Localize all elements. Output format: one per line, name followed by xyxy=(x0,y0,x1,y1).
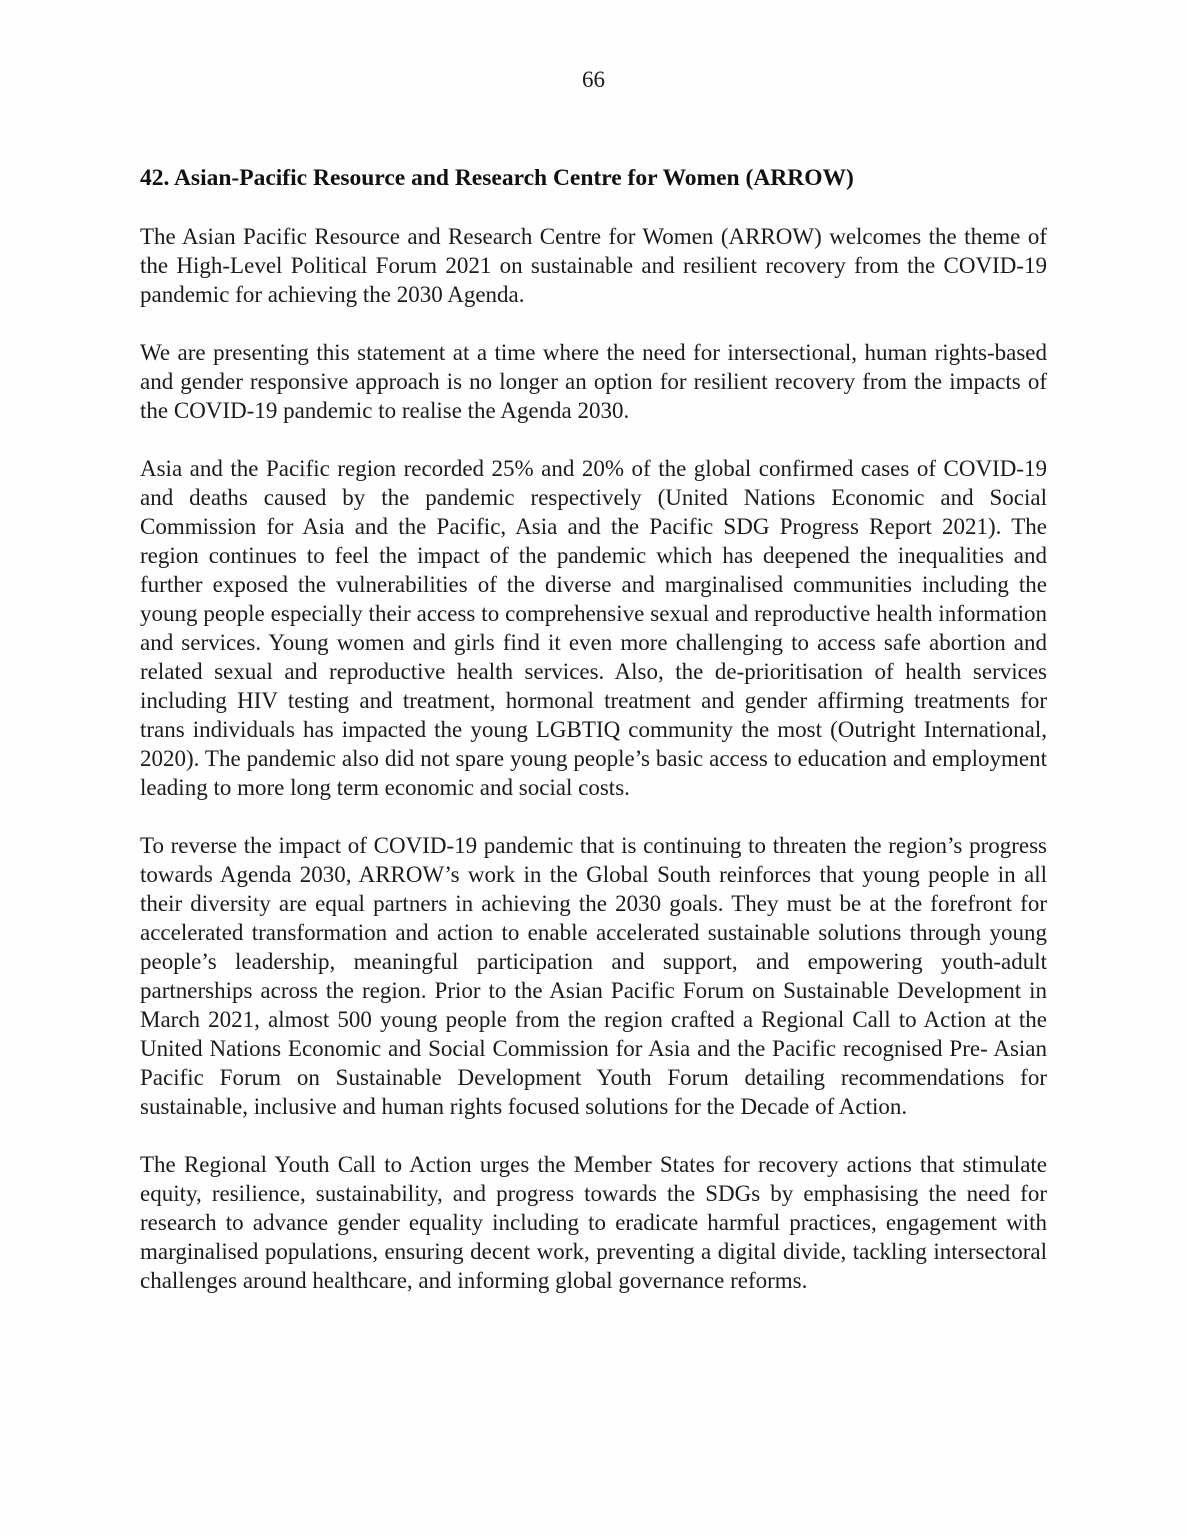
page-number: 66 xyxy=(582,67,605,92)
paragraph: To reverse the impact of COVID-19 pandemic that is continuing to threaten the region’s progress towards Agenda 2030, ARROW’s work in the Global South reinforces that young people in all their diversity are equal partners in achieving the 2030 goals. They must be at the forefront for accelerated transformation and action to enable accelerated sustainable solutions through young people’s leadership, meaningful participation and support, and empowering youth-adult partnerships across the region. Prior to the Asian Pacific Forum on Sustainable Development in March 2021, almost 500 young people from the region crafted a Regional Call to Action at the United Nations Economic and Social Commission for Asia and the Pacific recognised Pre- Asian Pacific Forum on Sustainable Development Youth Forum detailing recommendations for sustainable, inclusive and human rights focused solutions for the Decade of Action. xyxy=(140,833,1047,1119)
paragraph: Asia and the Pacific region recorded 25% and 20% of the global confirmed cases of COVID-19 and deaths caused by the pandemic respectively (United Nations Economic and Social Commission for Asia and the Pacific, Asia and the Pacific SDG Progress Report 2021). The region continues to feel the impact of the pandemic which has deepened the inequalities and further exposed the vulnerabilities of the diverse and marginalised communities including the young people especially their access to comprehensive sexual and reproductive health information and services. Young women and girls find it even more challenging to access safe abortion and related sexual and reproductive health services. Also, the de-prioritisation of health services including HIV testing and treatment, hormonal treatment and gender affirming treatments for trans individuals has impacted the young LGBTIQ community the most (Outright International, 2020). The pandemic also did not spare young people’s basic access to education and employment leading to more long term economic and social costs. xyxy=(140,456,1047,800)
paragraph: The Regional Youth Call to Action urges the Member States for recovery actions that stimulate equity, resilience, sustainability, and progress towards the SDGs by emphasising the need for research to advance gender equality including to eradicate harmful practices, engagement with marginalised populations, ensuring decent work, preventing a digital divide, tackling intersectoral challenges around healthcare, and informing global governance reforms. xyxy=(140,1152,1047,1293)
paragraph: The Asian Pacific Resource and Research Centre for Women (ARROW) welcomes the theme of the High-Level Political Forum 2021 on sustainable and resilient recovery from the COVID-19 pandemic for achieving the 2030 Agenda. xyxy=(140,224,1047,307)
page-content xyxy=(140,164,1047,1295)
paragraph: We are presenting this statement at a time where the need for intersectional, human rights-based and gender responsive approach is no longer an option for resilient recovery from the impacts of the COVID-19 pandemic to realise the Agenda 2030. xyxy=(140,340,1047,423)
section-heading: 42. Asian-Pacific Resource and Research Centre for Women (ARROW) xyxy=(140,165,854,191)
